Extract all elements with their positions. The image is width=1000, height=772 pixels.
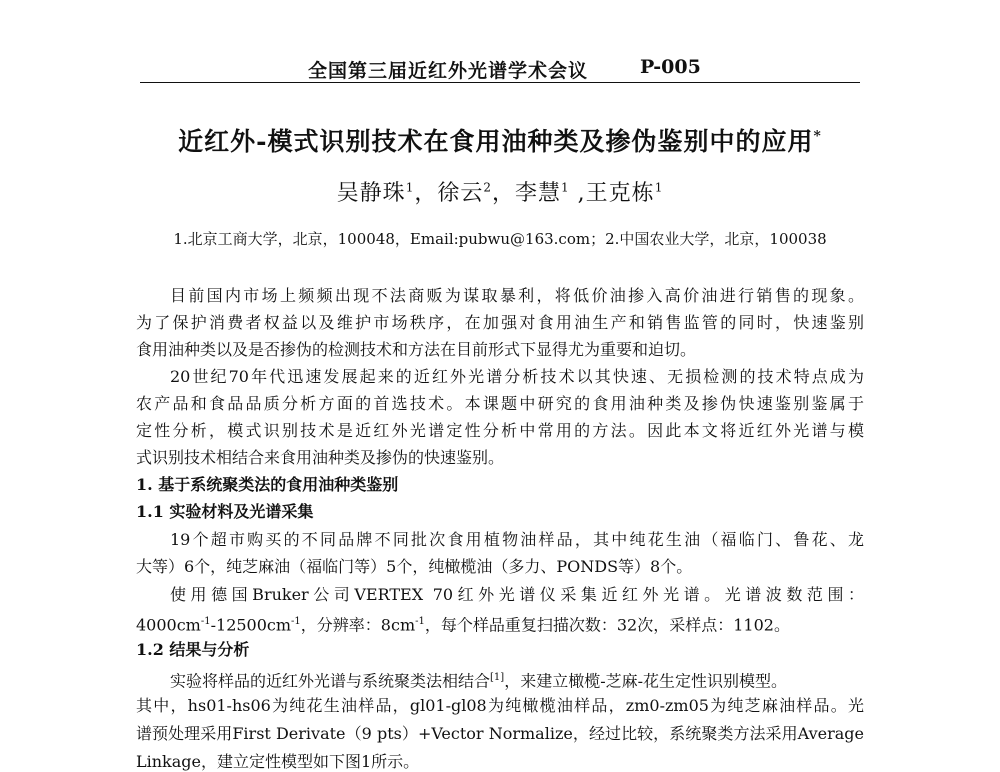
author-name: 徐云 [437, 181, 484, 206]
paragraph-line: 其中，hs01-hs06为纯花生油样品，gl01-gl08为纯橄榄油样品，zm0-zm05为纯芝麻油样品。光 [136, 696, 864, 715]
text-run: ，每个样品重复扫描次数：32次，采样点：1102。 [424, 615, 790, 635]
conference-name: 全国第三届近红外光谱学术会议 [308, 60, 589, 82]
paragraph-line: 19个超市购买的不同品牌不同批次食用植物油样品，其中纯花生油（福临门、鲁花、龙 [170, 530, 864, 549]
author-separator: , [569, 181, 586, 206]
author-name: 李慧 [515, 181, 562, 206]
citation-ref: [1] [490, 672, 505, 683]
affiliations: 1.北京工商大学，北京，100048，Email:pubwu@163.com；2.中国农业大学，北京，100038 [173, 230, 827, 248]
paragraph-line: 使用德国Bruker公司VERTEX 70红外光谱仪采集近红外光谱。光谱波数范围： [170, 585, 864, 604]
paragraph-line: 大等）6个，纯芝麻油（福临门等）5个，纯橄榄油（多力、PONDS等）8个。 [136, 557, 693, 576]
paragraph-line: 农产品和食品品质分析方面的首选技术。本课题中研究的食用油种类及掺伪快速鉴别鉴属于 [136, 394, 864, 413]
paragraph-line: 食用油种类以及是否掺伪的检测技术和方法在目前形式下显得尤为重要和迫切。 [136, 340, 697, 359]
author-name: 吴静珠 [336, 181, 406, 206]
author-affiliation-mark: 1 [561, 180, 570, 195]
text-run: ，分辨率：8cm [300, 615, 416, 635]
paper-code: P-005 [640, 56, 701, 78]
superscript: -1 [200, 616, 211, 627]
author-affiliation-mark: 1 [405, 180, 415, 195]
paragraph-line: 式识别技术相结合来食用油种类及掺伪的快速鉴别。 [136, 448, 505, 467]
paper-title-text: 近红外-模式识别技术在食用油种类及掺伪鉴别中的应用 [178, 127, 814, 156]
paragraph-line [170, 668, 864, 691]
text-run: -12500cm [210, 615, 292, 635]
author-separator: ， [492, 181, 516, 206]
author-name: 王克栋 [585, 181, 655, 206]
section-heading: 1. 基于系统聚类法的食用油种类鉴别 [136, 475, 399, 494]
superscript: -1 [291, 616, 301, 627]
paragraph-line: 定性分析，模式识别技术是近红外光谱定性分析中常用的方法。因此本文将近红外光谱与模 [136, 421, 864, 440]
title-footnote-mark: * [813, 128, 822, 145]
subsection-heading: 1.1 实验材料及光谱采集 [136, 502, 314, 521]
paragraph-line: 谱预处理采用First Derivate（9 pts）+Vector Normalize，经过比较，系统聚类方法采用Average [136, 724, 864, 743]
subsection-heading: 1.2 结果与分析 [136, 640, 250, 659]
text-run: 4000cm [136, 615, 201, 635]
paragraph-line: 为了保护消费者权益以及维护市场秩序，在加强对食用油生产和销售监管的同时，快速鉴别 [136, 313, 864, 332]
paragraph-line [136, 612, 864, 635]
paper-title [0, 122, 1000, 158]
text-run: 实验将样品的近红外光谱与系统聚类法相结合 [170, 671, 491, 691]
paragraph-line: 20世纪70年代迅速发展起来的近红外光谱分析技术以其快速、无损检测的技术特点成为 [170, 367, 864, 386]
paragraph-line: Linkage，建立定性模型如下图1所示。 [136, 752, 420, 771]
text-run: ，来建立橄榄-芝麻-花生定性识别模型。 [504, 671, 788, 691]
author-separator: ， [414, 181, 438, 206]
superscript: -1 [415, 616, 425, 627]
conference-header [140, 48, 860, 83]
author-affiliation-mark: 2 [483, 180, 492, 195]
author-list [0, 176, 1000, 207]
paragraph-line: 目前国内市场上频频出现不法商贩为谋取暴利，将低价油掺入高价油进行销售的现象。 [170, 286, 864, 305]
author-affiliation-mark: 1 [654, 180, 664, 195]
